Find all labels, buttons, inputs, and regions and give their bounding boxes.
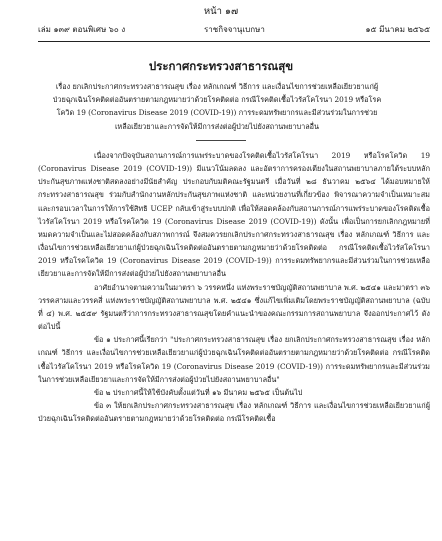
paragraph-clause-1: ข้อ ๑ ประกาศนี้เรียกว่า "ประกาศกระทรวงสาธารณสุข เรื่อง ยกเลิกประกาศกระทรวงสาธารณสุข เรื่อง หลักเกณฑ์ วิธีการ และเงื่อนไขการช่วยเหลือเยียวยาแก่ผู้ป่วยฉุกเฉินโรคติดต่ออันตรายตามกฎหมายว่าด้วยโรคติดต่อ กรณีโรคติดเชื้อไวรัสโคโรนา 2019 หรือโรคโควิด 19 (Coronavirus Disease 2019 (COVID-19)) การระดมทรัพยากรและมีส่วนร่วมในการช่วยเหลือเยียวยาและการจัดให้มีการส่งต่อผู้ป่วยไปยังสถานพยาบาลอื่น": [38, 335, 430, 384]
paragraph-clause-2: ข้อ ๒ ประกาศนี้ให้ใช้บังคับตั้งแต่วันที่ ๑๖ มีนาคม ๒๕๖๕ เป็นต้นไป: [94, 387, 303, 397]
paragraph-authority: อาศัยอำนาจตามความในมาตรา ๖ วรรคหนึ่ง แห่งพระราชบัญญัติสถานพยาบาล พ.ศ. ๒๕๔๑ และมาตรา ๓๖ วรรคสามและวรรคสี่ แห่งพระราชบัญญัติสถานพยาบาล พ.ศ. ๒๕๔๑ ซึ่งแก้ไขเพิ่มเติมโดยพระราชบัญญัติสถานพยาบาล (ฉบับที่ ๔) พ.ศ. ๒๕๕๙ รัฐมนตรีว่าการกระทรวงสาธารณสุขโดยคำแนะนำของคณะกรรมการสถานพยาบาล จึงออกประกาศไว้ ดังต่อไปนี้: [38, 282, 430, 332]
publication-date: ๑๕ มีนาคม ๒๕๖๕: [365, 25, 430, 34]
title-separator: [196, 140, 246, 141]
announcement-subject: เรื่อง ยกเลิกประกาศกระทรวงสาธารณสุข เรื่อง หลักเกณฑ์ วิธีการ และเงื่อนไขการช่วยเหลือเยียวยาแก่ผู้ป่วยฉุกเฉินโรคติดต่ออันตรายตามกฎหมายว่าด้วยโรคติดต่อ กรณีโรคติดเชื้อไวรัสโคโรนา 2019 หรือโรคโควิด 19 (Coronavirus Disease 2019 (COVID-19)) การระดมทรัพยากรและมีส่วนร่วมในการช่วยเหลือเยียวยาและการจัดให้มีการส่งต่อผู้ป่วยไปยังสถานพยาบาลอื่น: [52, 82, 382, 131]
paragraph-clause-3: ข้อ ๓ ให้ยกเลิกประกาศกระทรวงสาธารณสุข เรื่อง หลักเกณฑ์ วิธีการ และเงื่อนไขการช่วยเหลือเยียวยาแก่ผู้ป่วยฉุกเฉินโรคติดต่ออันตรายตามกฎหมายว่าด้วยโรคติดต่อ กรณีโรคติดเชื้อ: [38, 400, 430, 424]
gazette-header: [38, 23, 430, 37]
page-number: หน้า ๑๗: [203, 6, 239, 17]
announcement-body: [38, 149, 430, 425]
paragraph-preamble: เนื่องจากปัจจุบันสถานการณ์การแพร่ระบาดของโรคติดเชื้อไวรัสโคโรนา 2019 หรือโรคโควิด 19 (Coronavirus Disease 2019 (COVID-19)) มีแนวโน้มลดลง และอัตราการครองเตียงในสถานพยาบาลภายใต้ระบบหลักประกันสุขภาพแห่งชาติสดลงอย่างมีนัยสำคัญ ประกอบกับมติคณะรัฐมนตรี เมื่อวันที่ ๒๘ ธันวาคม ๒๕๖๔ ได้มอบหมายให้กระทรวงสาธารณสุข ร่วมกับสำนักงานหลักประกันสุขภาพแห่งชาติ และหน่วยงานที่เกี่ยวข้อง พิจารณาความจำเป็นเหมาะสมและกรอบเวลาในการให้การใช้สิทธิ UCEP กลับเข้าสู่ระบบปกติ เพื่อให้สอดคล้องกับสถานการณ์การแพร่ระบาดของโรคติดเชื้อไวรัสโคโรนา 2019 หรือโรคโควิด 19 (Coronavirus Disease 2019 (COVID-19)) ดังนั้น เพื่อเป็นการยกเลิกกฎหมายที่หมดความจำเป็นและไม่สอดคล้องกับสภาพการณ์ จึงสมควรยกเลิกประกาศกระทรวงสาธารณสุข เรื่อง หลักเกณฑ์ วิธีการ และเงื่อนไขการช่วยเหลือเยียวยาแก่ผู้ป่วยฉุกเฉินโรคติดต่ออันตรายตามกฎหมายว่าด้วยโรคติดต่อ กรณีโรคติดเชื้อไวรัสโคโรนา 2019 หรือโรคโควิด 19 (Coronavirus Disease 2019 (COVID-19)) การระดมทรัพยากรและมีส่วนร่วมในการช่วยเหลือเยียวยาและการจัดให้มีการส่งต่อผู้ป่วยไปยังสถานพยาบาลอื่น: [38, 151, 430, 279]
announcement-title: ประกาศกระทรวงสาธารณสุข: [148, 59, 294, 73]
gazette-name: ราชกิจจานุเบกษา: [204, 25, 265, 34]
volume-issue: เล่ม ๑๓๙ ตอนพิเศษ ๖๐ ง: [38, 25, 126, 34]
header-rule: [38, 41, 430, 42]
